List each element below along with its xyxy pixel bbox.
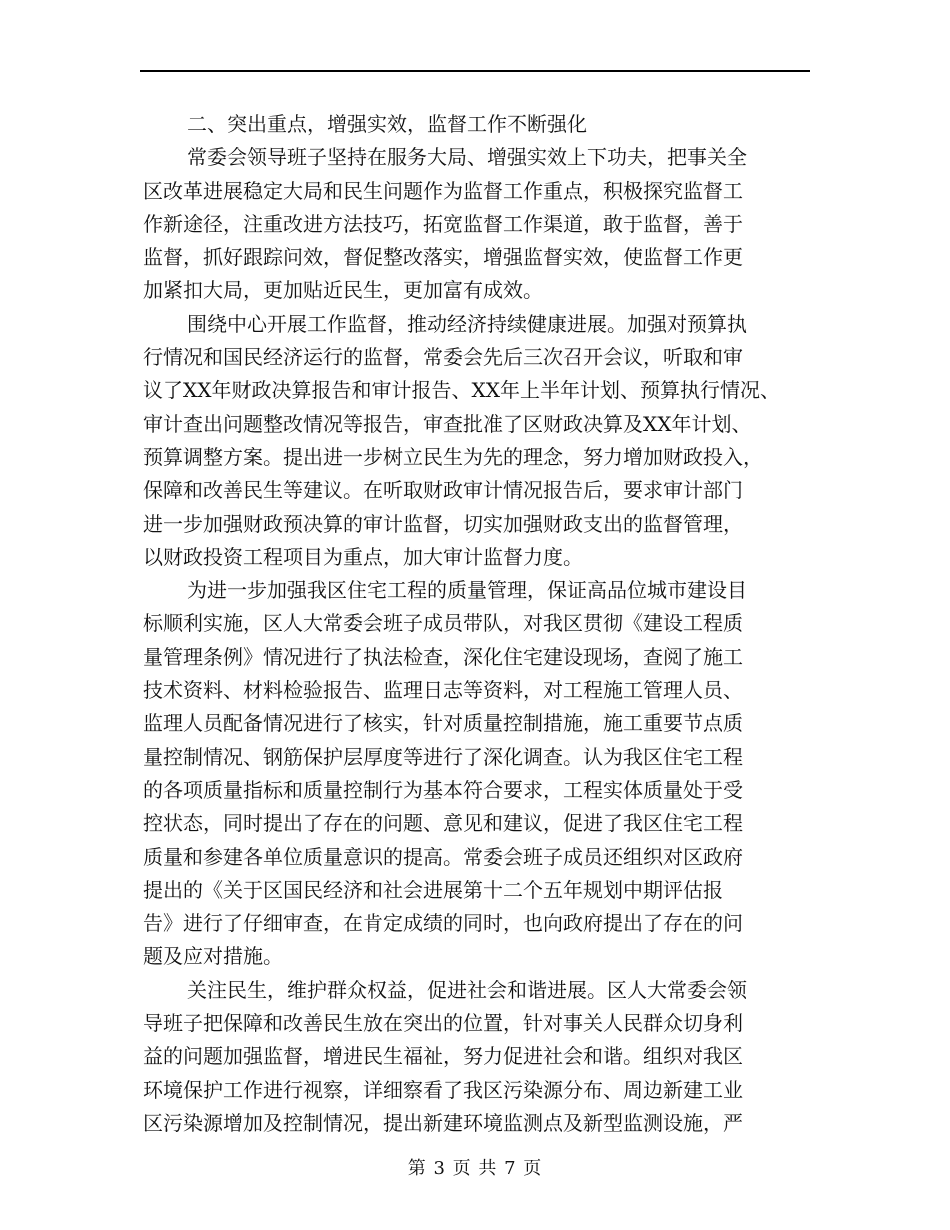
text-line: 以财政投资工程项目为重点，加大审计监督力度。 xyxy=(143,544,583,569)
header-rule xyxy=(140,70,810,72)
text-line: 告》进行了仔细审查，在肯定成绩的同时，也向政府提出了存在的问 xyxy=(143,911,743,936)
text-line: 控状态，同时提出了存在的问题、意见和建议，促进了我区住宅工程 xyxy=(143,811,743,836)
text-line: 区污染源增加及控制情况，提出新建环境监测点及新型监测设施，严 xyxy=(143,1110,743,1135)
text-line: 量管理条例》情况进行了执法检查，深化住宅建设现场，查阅了施工 xyxy=(143,644,743,669)
text-line: 导班子把保障和改善民生放在突出的位置，针对事关人民群众切身利 xyxy=(143,1011,743,1036)
text-line: 进一步加强财政预决算的审计监督，切实加强财政支出的监督管理， xyxy=(143,511,743,536)
text-line: 的各项质量指标和质量控制行为基本符合要求，工程实体质量处于受 xyxy=(143,777,743,802)
text-line: 技术资料、材料检验报告、监理日志等资料，对工程施工管理人员、 xyxy=(143,678,743,703)
document-body xyxy=(143,108,808,1140)
text-line: 量控制情况、钢筋保护层厚度等进行了深化调查。认为我区住宅工程 xyxy=(143,744,743,769)
text-line: 审计查出问题整改情况等报告，审查批准了区财政决算及XX年计划、 xyxy=(143,411,752,436)
text-line: 质量和参建各单位质量意识的提高。常委会班子成员还组织对区政府 xyxy=(143,844,743,869)
text-line: 二、突出重点，增强实效，监督工作不断强化 xyxy=(187,112,587,136)
text-line: 标顺利实施，区人大常委会班子成员带队，对我区贯彻《建设工程质 xyxy=(143,611,743,636)
text-line: 区改革进展稳定大局和民生问题作为监督工作重点，积极探究监督工 xyxy=(143,178,743,203)
text-line: 议了XX年财政决算报告和审计报告、XX年上半年计划、预算执行情况、 xyxy=(143,378,780,403)
text-line: 常委会领导班子坚持在服务大局、增强实效上下功夫，把事关全 xyxy=(187,145,747,170)
text-line: 行情况和国民经济运行的监督，常委会先后三次召开会议，听取和审 xyxy=(143,345,743,370)
text-line: 为进一步加强我区住宅工程的质量管理，保证高品位城市建设目 xyxy=(187,578,747,603)
text-line: 加紧扣大局，更加贴近民生，更加富有成效。 xyxy=(143,278,543,303)
text-line: 监督，抓好跟踪问效，督促整改落实，增强监督实效，使监督工作更 xyxy=(143,245,743,270)
text-line: 作新途径，注重改进方法技巧，拓宽监督工作渠道，敢于监督，善于 xyxy=(143,211,743,236)
text-line: 监理人员配备情况进行了核实，针对质量控制措施，施工重要节点质 xyxy=(143,711,743,736)
text-line: 环境保护工作进行视察，详细察看了我区污染源分布、周边新建工业 xyxy=(143,1077,743,1102)
text-line: 保障和改善民生等建议。在听取财政审计情况报告后，要求审计部门 xyxy=(143,478,743,503)
text-line: 题及应对措施。 xyxy=(143,944,283,969)
text-line: 关注民生，维护群众权益，促进社会和谐进展。区人大常委会领 xyxy=(187,977,747,1002)
text-line: 益的问题加强监督，增进民生福祉，努力促进社会和谐。组织对我区 xyxy=(143,1044,743,1069)
text-line: 提出的《关于区国民经济和社会进展第十二个五年规划中期评估报 xyxy=(143,877,723,902)
text-line: 预算调整方案。提出进一步树立民生为先的理念，努力增加财政投入， xyxy=(143,444,763,469)
text-line: 围绕中心开展工作监督，推动经济持续健康进展。加强对预算执 xyxy=(187,311,747,336)
page-footer: 第 3 页 共 7 页 xyxy=(407,1158,543,1179)
